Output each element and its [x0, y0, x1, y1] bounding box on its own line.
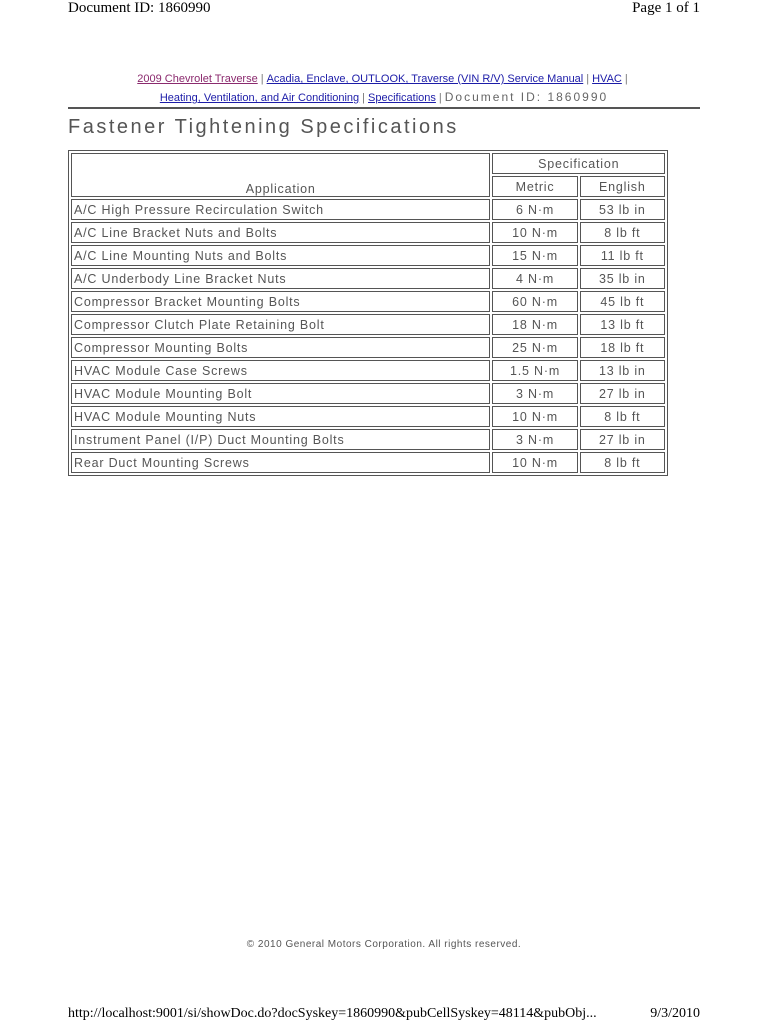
english-cell: 8 lb ft [580, 222, 665, 243]
metric-cell: 3 N·m [492, 383, 577, 404]
metric-cell: 1.5 N·m [492, 360, 577, 381]
application-cell: HVAC Module Mounting Nuts [71, 406, 490, 427]
breadcrumb-separator: | [586, 73, 590, 85]
page-title: Fastener Tightening Specifications [68, 116, 459, 138]
application-cell: Compressor Clutch Plate Retaining Bolt [71, 314, 490, 335]
table-row [71, 222, 665, 243]
application-cell: A/C Underbody Line Bracket Nuts [71, 268, 490, 289]
table-row [71, 291, 665, 312]
metric-cell: 4 N·m [492, 268, 577, 289]
english-cell: 53 lb in [580, 199, 665, 220]
print-footer [68, 1006, 700, 1024]
application-cell: HVAC Module Mounting Bolt [71, 383, 490, 404]
print-header-document-id: Document ID: 1860990 [68, 0, 211, 16]
metric-cell: 60 N·m [492, 291, 577, 312]
breadcrumb-line-1 [68, 70, 700, 88]
metric-cell: 6 N·m [492, 199, 577, 220]
english-cell: 18 lb ft [580, 337, 665, 358]
application-cell: A/C High Pressure Recirculation Switch [71, 199, 490, 220]
metric-cell: 10 N·m [492, 222, 577, 243]
application-cell: HVAC Module Case Screws [71, 360, 490, 381]
column-header-application: Application [71, 153, 490, 197]
english-cell: 45 lb ft [580, 291, 665, 312]
english-cell: 35 lb in [580, 268, 665, 289]
application-cell: Compressor Bracket Mounting Bolts [71, 291, 490, 312]
application-cell: A/C Line Mounting Nuts and Bolts [71, 245, 490, 266]
print-header-page-number: Page 1 of 1 [632, 0, 700, 16]
table-row [71, 383, 665, 404]
table-body [71, 199, 665, 473]
breadcrumb-link-hvac[interactable]: HVAC [592, 73, 622, 85]
breadcrumb-document-id: Document ID: 1860990 [444, 90, 609, 104]
table-row [71, 337, 665, 358]
metric-cell: 25 N·m [492, 337, 577, 358]
metric-cell: 18 N·m [492, 314, 577, 335]
metric-cell: 10 N·m [492, 452, 577, 473]
table-header-row [71, 153, 665, 174]
metric-cell: 15 N·m [492, 245, 577, 266]
copyright-notice: © 2010 General Motors Corporation. All rights reserved. [246, 939, 522, 950]
breadcrumb-link-service-manual[interactable]: Acadia, Enclave, OUTLOOK, Traverse (VIN R/V) Service Manual [266, 73, 584, 85]
table-row [71, 268, 665, 289]
breadcrumb [68, 70, 700, 107]
english-cell: 27 lb in [580, 429, 665, 450]
application-cell: Instrument Panel (I/P) Duct Mounting Bolts [71, 429, 490, 450]
breadcrumb-separator: | [260, 73, 264, 85]
english-cell: 8 lb ft [580, 452, 665, 473]
table-row [71, 360, 665, 381]
table-row [71, 452, 665, 473]
breadcrumb-separator: | [624, 73, 628, 85]
breadcrumb-separator: | [438, 92, 442, 104]
english-cell: 13 lb in [580, 360, 665, 381]
english-cell: 27 lb in [580, 383, 665, 404]
column-header-metric: Metric [492, 176, 577, 197]
metric-cell: 10 N·m [492, 406, 577, 427]
fastener-spec-table [68, 150, 668, 476]
english-cell: 13 lb ft [580, 314, 665, 335]
column-header-english: English [580, 176, 665, 197]
table-row [71, 199, 665, 220]
print-footer-date: 9/3/2010 [650, 1006, 700, 1021]
table-row [71, 406, 665, 427]
print-header [68, 0, 700, 20]
breadcrumb-separator: | [362, 92, 366, 104]
print-footer-url: http://localhost:9001/si/showDoc.do?docSyskey=1860990&pubCellSyskey=48114&pubObj... [68, 1006, 597, 1021]
breadcrumb-link-specifications[interactable]: Specifications [368, 92, 436, 104]
english-cell: 8 lb ft [580, 406, 665, 427]
english-cell: 11 lb ft [580, 245, 665, 266]
application-cell: Compressor Mounting Bolts [71, 337, 490, 358]
metric-cell: 3 N·m [492, 429, 577, 450]
application-cell: Rear Duct Mounting Screws [71, 452, 490, 473]
breadcrumb-line-2 [68, 88, 700, 107]
table-row [71, 429, 665, 450]
breadcrumb-link-heating-ventilation[interactable]: Heating, Ventilation, and Air Conditioning [159, 92, 360, 104]
breadcrumb-link-vehicle[interactable]: 2009 Chevrolet Traverse [137, 73, 258, 85]
column-header-specification: Specification [492, 153, 665, 174]
header-divider [68, 107, 700, 109]
table-row [71, 245, 665, 266]
table-row [71, 314, 665, 335]
application-cell: A/C Line Bracket Nuts and Bolts [71, 222, 490, 243]
